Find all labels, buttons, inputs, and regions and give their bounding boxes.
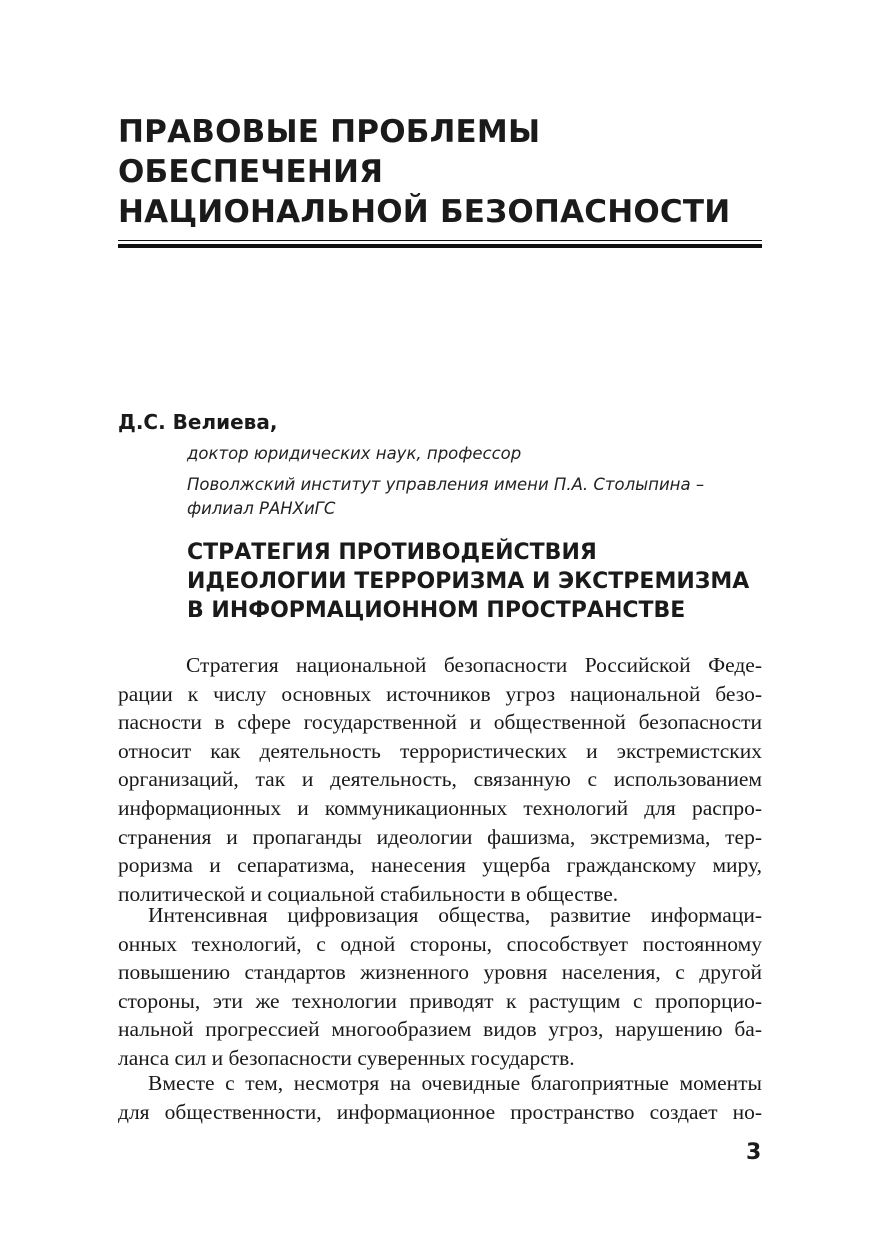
paragraph-line: информационных и коммуникационных технологий для распро- xyxy=(118,796,762,820)
article-title-line: СТРАТЕГИЯ ПРОТИВОДЕЙСТВИЯ xyxy=(187,540,597,565)
paragraph-line: Вместе с тем, несмотря на очевидные благоприятные моменты xyxy=(148,1071,762,1095)
section-title-line: НАЦИОНАЛЬНОЙ БЕЗОПАСНОСТИ xyxy=(118,194,731,230)
divider-thick xyxy=(118,244,762,248)
paragraph-line: Интенсивная цифровизация общества, развитие информаци- xyxy=(148,903,762,927)
paragraph-line: странения и пропаганды идеологии фашизма, экстремизма, тер- xyxy=(118,824,762,849)
paragraph-line: Стратегия национальной безопасности Российской Феде- xyxy=(186,653,762,677)
paragraph-line: относит как деятельность террористических и экстремистских xyxy=(118,738,762,763)
paragraph-line: политической и социальной стабильности в обществе. xyxy=(118,881,619,906)
article-title xyxy=(187,538,749,625)
author-degree: доктор юридических наук, профессор xyxy=(187,444,522,463)
section-title xyxy=(118,112,730,232)
section-title-line: ОБЕСПЕЧЕНИЯ xyxy=(118,154,384,190)
paragraph-line: ланса сил и безопасности суверенных государств. xyxy=(118,1046,575,1070)
paragraph-line: повышению стандартов жизненного уровня населения, с другой xyxy=(118,960,762,985)
paragraph-line: нальной прогрессией многообразием видов угроз, нарушению ба- xyxy=(118,1017,762,1042)
section-title-line: ПРАВОВЫЕ ПРОБЛЕМЫ xyxy=(118,114,541,150)
paragraph-line: онных технологий, с одной стороны, способствует постоянному xyxy=(118,931,762,956)
author-affiliation-line: Поволжский институт управления имени П.А. Столыпина – xyxy=(187,475,705,494)
article-title-line: В ИНФОРМАЦИОННОМ ПРОСТРАНСТВЕ xyxy=(187,598,686,623)
paragraph-line: организаций, так и деятельность, связанную с использованием xyxy=(118,767,762,792)
author-name: Д.С. Велиева, xyxy=(118,410,278,434)
paragraph-line: стороны, эти же технологии приводят к растущим с пропорцио- xyxy=(118,988,762,1013)
paragraph-line: роризма и сепаратизма, нанесения ущерба гражданскому миру, xyxy=(118,853,762,878)
paragraph-line: для общественности, информационное пространство создает но- xyxy=(118,1099,762,1124)
article-title-line: ИДЕОЛОГИИ ТЕРРОРИЗМА И ЭКСТРЕМИЗМА xyxy=(187,569,750,594)
paragraph-line: пасности в сфере государственной и общественной безопасности xyxy=(118,710,762,735)
page-number: 3 xyxy=(746,1140,762,1165)
paragraph-line: рации к числу основных источников угроз национальной безо- xyxy=(118,681,762,706)
author-affiliation-line: филиал РАНХиГС xyxy=(187,499,336,518)
divider-thin xyxy=(118,240,762,241)
